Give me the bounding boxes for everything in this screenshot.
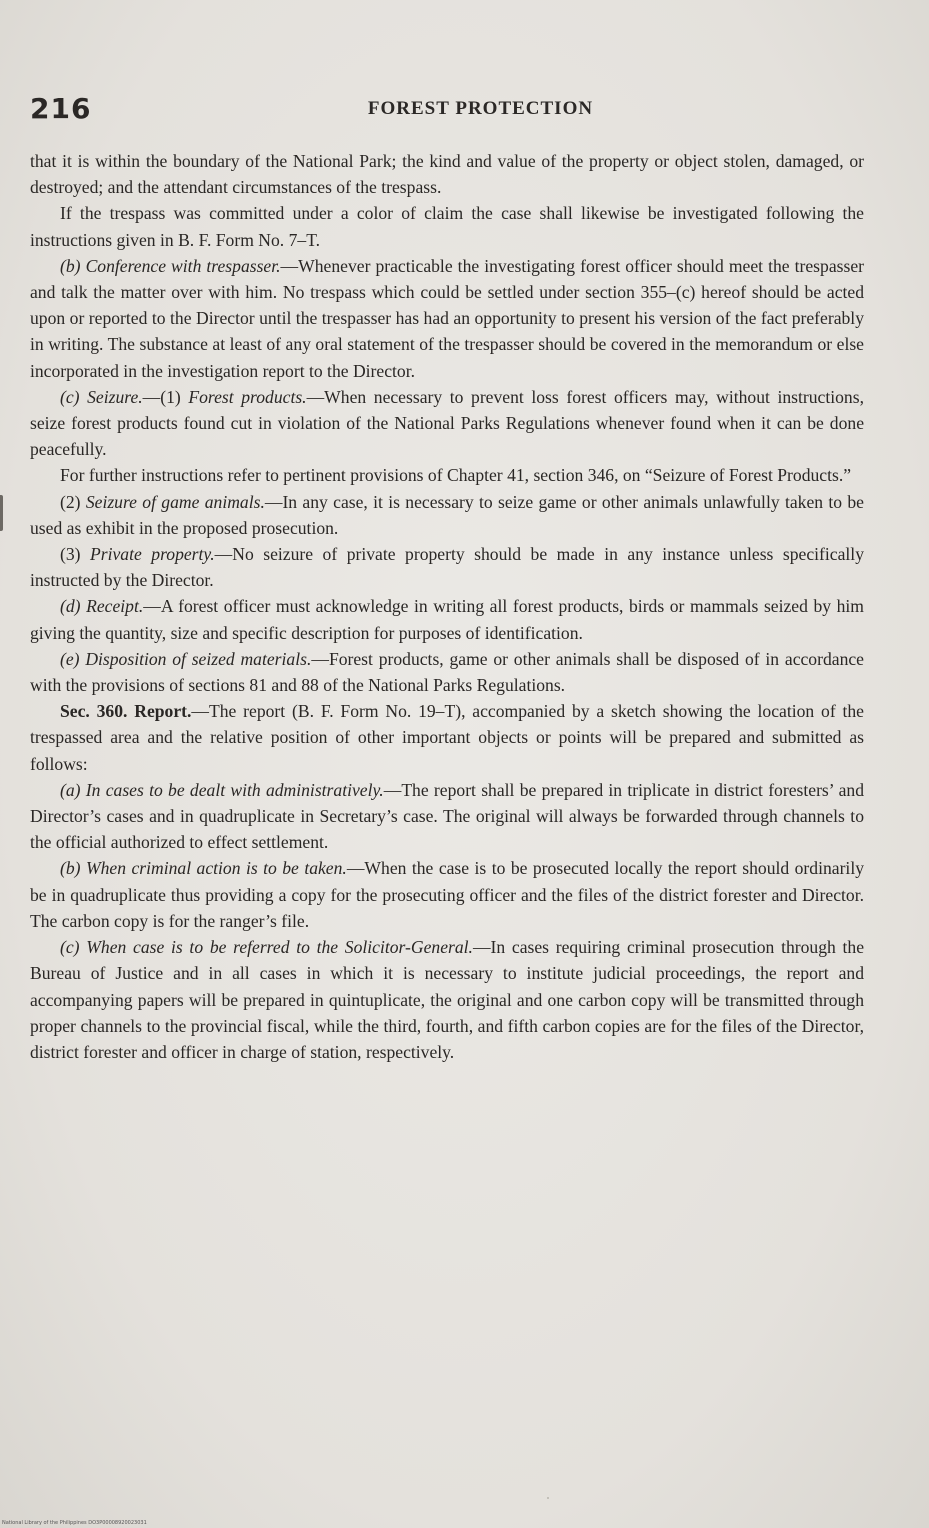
paragraph: (c) When case is to be referred to the Solicitor-General.—In cases requiring criminal prosecution through the Bureau of Justice and in all cases in which it is necessary to institute judicial proceedings, the report and accompanying papers will be prepared in quintuplicate, the original and one carbon copy will be transmitted through proper channels to the provincial fiscal, while the third, fourth, and fifth carbon copies are for the files of the Director, district forester and officer in charge of station, respectively.: [30, 937, 864, 1062]
paragraph: (3) Private property.—No seizure of private property should be made in any instance unless specifically instructed by the Director.: [30, 544, 864, 591]
paragraph: (d) Receipt.—A forest officer must acknowledge in writing all forest products, birds or mammals seized by him giving the quantity, size and specific description for purposes of identification.: [30, 596, 864, 643]
subsection-label: (a): [60, 779, 81, 800]
paragraph: (e) Disposition of seized materials.—Forest products, game or other animals shall be disposed of in accordance with the provisions of sections 81 and 88 of the National Parks Regulations.: [30, 648, 864, 696]
subsection-label: (b): [60, 255, 81, 276]
paragraph: (2) Seizure of game animals.—In any case, it is necessary to seize game or other animals unlawfully taken to be used as exhibit in the proposed prosecution.: [30, 491, 864, 538]
scan-footer: National Library of the Philippines DO3P00008920023031: [2, 1520, 147, 1526]
paragraph: For further instructions refer to pertinent provisions of Chapter 41, section 346, on “Seizure of Forest Products.”: [60, 465, 852, 486]
page-header: [30, 92, 861, 132]
subsection-heading: Private property.: [90, 544, 215, 565]
subsection-heading: When criminal action is to be taken.: [85, 858, 347, 879]
subsection-label: (3): [60, 544, 81, 565]
paragraph: Sec. 360. Report.—The report (B. F. Form No. 19–T), accompanied by a sketch showing the location of the trespassed area and the relative position of other important objects or points will be prepared and submitted as follows:: [30, 701, 864, 774]
binding-edge-mark: [0, 495, 3, 531]
subsection-label: (2): [60, 491, 81, 512]
page-number: 216: [30, 92, 92, 125]
subsection-heading: In cases to be dealt with administratively.: [85, 779, 384, 800]
subsection-label: —(1): [142, 386, 181, 407]
subsection-label: (d): [60, 596, 81, 617]
subsection-heading: When case is to be referred to the Solicitor-General.: [86, 937, 473, 958]
section-heading: Sec. 360. Report.: [60, 701, 192, 722]
subsection-heading: Forest products.: [188, 386, 307, 407]
subsection-label: (e): [60, 648, 80, 669]
paragraph: (a) In cases to be dealt with administratively.—The report shall be prepared in triplicate in district foresters’ and Director’s cases and in quadruplicate in Secretary’s case. The original will always be forwarded through channels to the official authorized to effect settlement.: [30, 779, 864, 853]
running-head: FOREST PROTECTION: [367, 98, 594, 119]
subsection-heading: Receipt.: [86, 596, 144, 617]
paragraph: If the trespass was committed under a color of claim the case shall likewise be investigated following the instructions given in B. F. Form No. 7–T.: [30, 203, 864, 250]
paragraph: (b) When criminal action is to be taken.—When the case is to be prosecuted locally the report should ordinarily be in quadruplicate thus providing a copy for the prosecuting officer and the files of the district forester and Director. The carbon copy is for the ranger’s file.: [30, 858, 864, 931]
subsection-label: (c): [60, 386, 80, 407]
subsection-heading: Conference with trespasser.: [85, 255, 281, 276]
paragraph: (b) Conference with trespasser.—Whenever practicable the investigating forest officer should meet the trespasser and talk the matter over with him. No trespass which could be settled under section 355–(c) hereof should be acted upon or reported to the Director until the trespasser has had an opportunity to present his version of the fact preferably in writing. The substance at least of any oral statement of the trespasser should be covered in the memorandum or else incorporated in the investigation report to the Director.: [30, 255, 864, 381]
subsection-label: (b): [60, 858, 81, 879]
paper-speck: [547, 1497, 549, 1499]
body-text: [30, 148, 864, 1065]
paragraph: that it is within the boundary of the National Park; the kind and value of the property or object stolen, damaged, or destroyed; and the attendant circumstances of the trespass.: [30, 151, 864, 198]
subsection-label: (c): [60, 937, 80, 958]
subsection-heading: Disposition of seized materials.: [85, 648, 312, 669]
subsection-heading: Seizure of game animals.: [85, 491, 265, 512]
subsection-heading: Seizure.: [87, 386, 143, 407]
paragraph: (c) Seizure.—(1) Forest products.—When necessary to prevent loss forest officers may, without instructions, seize forest products found cut in violation of the National Parks Regulations whenever found when it can be done peacefully.: [30, 386, 864, 460]
